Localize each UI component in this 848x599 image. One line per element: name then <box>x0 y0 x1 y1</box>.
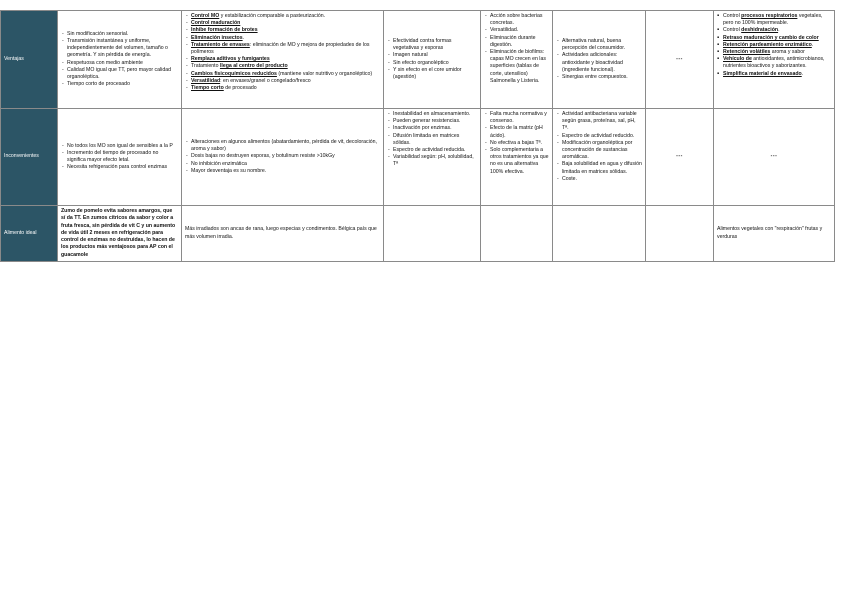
list-item: - Efectividad contra formas vegetativas y esporas <box>387 38 477 52</box>
inconvenientes-list-3 <box>387 111 477 169</box>
list-item: - Tiempo corto de procesado <box>185 85 380 92</box>
list-item: - Imagen natural <box>387 52 477 59</box>
list-item: - Tiempo corto de procesado <box>61 81 178 88</box>
list-item: - Espectro de actividad reducida. <box>387 147 477 154</box>
alimento-text-1: Zumo de pomelo evita sabores amargos, que sí da TT. En zumos cítricos da sabor y color a fruta fresca, sin pérdida de vit C y un aumento de vida útil 2 meses en refrigeración para control de enzimas no destruidas, lo hacen de los productos más ventajosos para AP con el guacamole <box>61 208 176 258</box>
cell-ventajas-5 <box>553 11 646 109</box>
list-item: - Necesita refrigeración para control enzimas <box>61 164 178 171</box>
list-item: - Sin efecto organoléptico <box>387 60 477 67</box>
row-alimento-ideal <box>1 206 835 262</box>
list-item: ▪ Simplifica material de envasado. <box>717 71 831 78</box>
cell-alimento-5 <box>553 206 646 262</box>
list-item: ▪ Control procesos respiratorios vegetales, pero no 100% impermeable. <box>717 13 831 27</box>
list-item: - No inhibición enzimática <box>185 161 380 168</box>
ventajas-list-4 <box>484 13 549 85</box>
list-item: - Actividad antibacteriana variable según grasa, proteínas, sal, pH, Tª. <box>556 111 642 133</box>
list-item: ▪ Vehículo de antioxidantes, antimicrobianos, nutrientes bioactivos y saborizantes. <box>717 56 831 70</box>
comparison-table <box>0 10 835 262</box>
cell-alimento-1 <box>58 206 182 262</box>
list-item: - Calidad MO igual que TT, pero mayor calidad organoléptica. <box>61 67 178 81</box>
cell-inconvenientes-5 <box>553 109 646 206</box>
cell-alimento-2 <box>182 206 384 262</box>
list-item: - Alteraciones en algunos alimentos (abatardamiento, pérdida de vit, decoloración, aroma y sabor) <box>185 139 380 153</box>
cell-alimento-4 <box>481 206 553 262</box>
list-item: - Actividades adicionales: antioxidante y bioactividad (ingrediente funcional). <box>556 52 642 74</box>
cell-alimento-3 <box>384 206 481 262</box>
list-item: - Mayor desventaja es su nombre. <box>185 168 380 175</box>
inconvenientes-list-1 <box>61 143 178 172</box>
inconvenientes-list-2 <box>185 139 380 175</box>
cell-inconvenientes-2 <box>182 109 384 206</box>
list-item: - Acción sobre bacterias concretas. <box>484 13 549 27</box>
ventajas-list-3 <box>387 38 477 81</box>
list-item: - No todos los MO son igual de sensibles a la P <box>61 143 178 150</box>
list-item: - Sin modificación sensorial. <box>61 31 178 38</box>
row-ventajas <box>1 11 835 109</box>
inconvenientes-list-5 <box>556 111 642 183</box>
inconvenientes-list-4 <box>484 111 549 176</box>
list-item: - Modificación organoléptica por concentración de sustancias aromáticas. <box>556 140 642 162</box>
cell-inconvenientes-3 <box>384 109 481 206</box>
list-item: - Dosis bajas no destruyen esporas, y botulinum resiste >10kGy <box>185 153 380 160</box>
list-item: - Inhibe formación de brotes <box>185 27 380 34</box>
cell-inconvenientes-7: --- <box>714 109 835 206</box>
ventajas-list-7 <box>717 13 831 78</box>
list-item: - Solo complementaria a otros tratamientos ya que no es una alternativa 100% efectiva. <box>484 147 549 176</box>
list-item: - Efecto de la matriz (pH ácido). <box>484 125 549 139</box>
list-item: - Respetuosa con medio ambiente <box>61 60 178 67</box>
list-item: - Espectro de actividad reducido. <box>556 133 642 140</box>
list-item: - Cambios fisicoquímicos reducidos (mantiene valor nutritivo y organoléptico) <box>185 71 380 78</box>
list-item: - Eliminación insectos. <box>185 35 380 42</box>
list-item: - Versatilidad: en envases/granel o congelado/fresco <box>185 78 380 85</box>
row-header-alimento-ideal: Alimento ideal <box>1 206 58 262</box>
alimento-text-2: Más irradiados son ancas de rana, luego especias y condimentos. Bélgica país que más volumen irradia. <box>185 226 377 240</box>
cell-ventajas-2 <box>182 11 384 109</box>
ventajas-list-2 <box>185 13 380 92</box>
list-item: - Remplaza aditivos y fumigantes <box>185 56 380 63</box>
list-item: - Variabilidad según: pH, solubilidad, Tª <box>387 154 477 168</box>
list-item: - Incremento del tiempo de procesado no significa mayor efecto letal. <box>61 150 178 164</box>
row-header-ventajas: Ventajas <box>1 11 58 109</box>
list-item: - Transmisión instantánea y uniforme, independientemente del volumen, tamaño o geometría. Y sin pérdida de energía. <box>61 38 178 60</box>
cell-ventajas-3 <box>384 11 481 109</box>
list-item: - Pueden generar resistencias. <box>387 118 477 125</box>
cell-inconvenientes-6: --- <box>646 109 714 206</box>
list-item: - Coste. <box>556 176 642 183</box>
row-header-inconvenientes: Inconvenientes <box>1 109 58 206</box>
list-item: - Eliminación durante digestión. <box>484 35 549 49</box>
ventajas-list-1 <box>61 31 178 89</box>
list-item: ▪ Control deshidratación. <box>717 27 831 34</box>
cell-alimento-6 <box>646 206 714 262</box>
list-item: - Control maduración <box>185 20 380 27</box>
alimento-text-7: Alimentos vegetales con "respiración" frutas y verduras <box>717 226 823 240</box>
list-item: - Control MO y estabilización comparable a pasteurización. <box>185 13 380 20</box>
cell-inconvenientes-4 <box>481 109 553 206</box>
list-item: - Falta mucha normativa y consenso. <box>484 111 549 125</box>
cell-ventajas-7 <box>714 11 835 109</box>
list-item: - Inactivación por enzimas. <box>387 125 477 132</box>
list-item: - Sinergias entre compuestos. <box>556 74 642 81</box>
list-item: - Y sin efecto en el core umidor (agestión) <box>387 67 477 81</box>
list-item: - Eliminación de biofilms: capas MO crecen en las superficies (tablas de corte, utensilios) Salmonella y Listeria. <box>484 49 549 85</box>
list-item: - Versatilidad. <box>484 27 549 34</box>
cell-ventajas-6: --- <box>646 11 714 109</box>
list-item: - No efectiva a bajas Tª. <box>484 140 549 147</box>
list-item: ▪ Retraso maduración y cambio de color <box>717 35 831 42</box>
list-item: - Tratamiento de envases: eliminación de MO y mejora de propiedades de los polímeros <box>185 42 380 56</box>
list-item: ▪ Retención volátiles aroma y sabor <box>717 49 831 56</box>
list-item: - Alternativa natural, buena percepción del consumidor. <box>556 38 642 52</box>
list-item: - Inestabilidad en almacenamiento. <box>387 111 477 118</box>
list-item: - Difusión limitada en matrices sólidas. <box>387 133 477 147</box>
cell-ventajas-1 <box>58 11 182 109</box>
cell-ventajas-4 <box>481 11 553 109</box>
ventajas-list-5 <box>556 38 642 81</box>
list-item: - Tratamiento llega al centro del producto <box>185 63 380 70</box>
cell-inconvenientes-1 <box>58 109 182 206</box>
cell-alimento-7 <box>714 206 835 262</box>
row-inconvenientes <box>1 109 835 206</box>
list-item: ▪ Retención pardeamiento enzimático. <box>717 42 831 49</box>
list-item: - Baja solubilidad en agua y difusión limitada en matrices sólidas. <box>556 161 642 175</box>
